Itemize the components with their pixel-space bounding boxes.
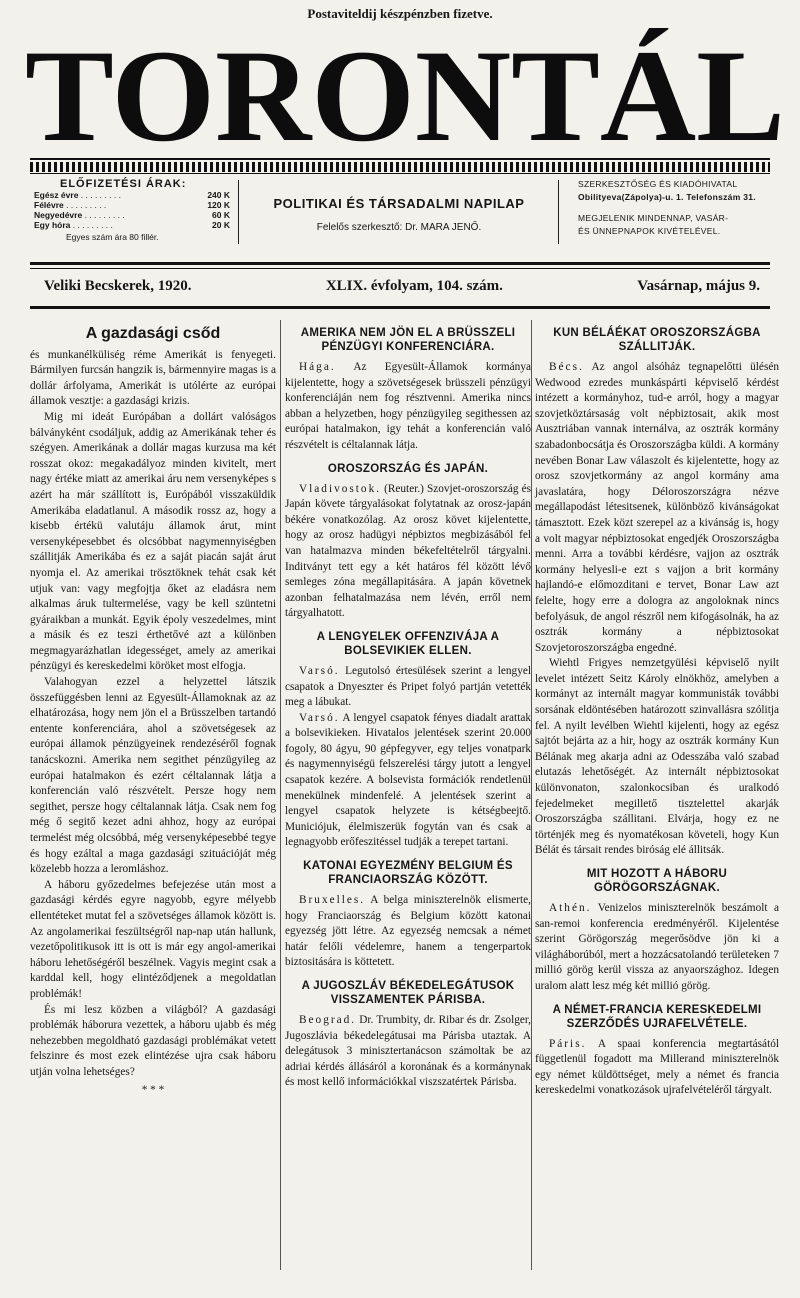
subscription-row: Egy hóra . . . 20 K (34, 220, 230, 230)
office-line: Obilityeva(Zápolya)-u. 1. Telefonszám 31. (578, 192, 756, 202)
masthead-rule-thin (30, 173, 770, 174)
paragraph: Páris. A spaai konferencia megtartásától függetlenül fogadott ma Millerand miniszterelnök egy német küldöttséget, mely a német és francia kereskedelmi vonatkozások ujrafelvételéről tárgyalt. (535, 1037, 779, 1097)
office-line: SZERKESZTŐSÉG ÉS KIADÓHIVATAL (578, 179, 738, 189)
masthead (20, 28, 790, 156)
column-1 (30, 318, 276, 1098)
office-box (578, 178, 778, 238)
dateline-rule (30, 306, 770, 309)
masthead-wavy-rule (30, 162, 770, 172)
paragraph: És mi lesz közben a világból? A gazdasági problémák háborura vezettek, a háboru ujabb és még nehezebben megoldható gazdasági problémákat vetett felszinre és most ezek elintézése ujra csak háboru utján volna lehetséges? (30, 1003, 276, 1078)
paragraph: Varsó. A lengyel csapatok fényes diadalt arattak a bolsevikieken. Hivatalos jelentések szerint 20.000 fogoly, 80 ágyu, 90 gépfegyver, egy teljes vonatpark és nagymennyiségü felszerelési tárgy jutott a lengyel csapatok kezére. A bolsevista formációk rendetlenül menekülnek mindenfelé. A jelentések szerint a lengyel csapatok helyzete is kétségbeejtő. Municiójuk, élelmiszerük fogytán van és csak a legnagyobb erőfeszitéssel tudják a terepet tartani. (285, 711, 531, 849)
paragraph: Hága. Az Egyesült-Államok kormánya kijelentette, hogy a szövetségesek brüsszeli pénzügyi konferenciáján nem fog résztvenni. Amerika nincs abban a helyzetben, hogy pénzügyileg segithessen az európai hatalmakon, igy tehát a konferencián való részvételt is céltalannak látja. (285, 361, 531, 451)
single-issue-price: Egyes szám ára 80 fillér. (66, 232, 159, 242)
paragraph: Varsó. Legutolsó értesülések szerint a lengyel csapatok a Dnyeszter és Pripet folyó partján vetették meg a lábukat. (285, 664, 532, 709)
paragraph: Bécs. Az angol alsóház tegnapelőtti ülésén Wedwood ezredes munkáspárti képviselő kérdést intézett a kormányhoz, tud-e arról, hogy a magyar szovjetköztársaság volt népbiztosait, akik most Ausztriában vannak internálva, az osztrák kormány szabadonbocsátja és Oroszországba küldi. A kormány nevében Bonar Law válaszolt és kijelentette, hogy az orosz szovjetkormány az angol kormány ama javaslatára, hogy Déloroszországra nézve megállapodást létesitsenek, különböző kivánságokat támasztott. Ezek közt szerepel az a kivánság is, hogy a volt magyar népbiztosokat engedjék Oroszországba menni. Arra a további kérdésre, vajjon az osztrák kormány helyesli-e ezt s vajjon a brit kormány hajlandó-e előmozditani e tervet, Bonar Law azt felelte, hogy erre a dologra az angoloknak nincs befolyásuk, de angol részről nem kifogásolnák, ha az osztrák kormány a népbiztosokat Szovjetoroszországba engedné. (535, 361, 780, 654)
dateline-place: Veliki Becskerek, 1920. (44, 278, 192, 294)
headline: OROSZORSZÁG ÉS JAPÁN. (327, 462, 489, 475)
paragraph: Wiehtl Frigyes nemzetgyülési képviselő nyilt levelet intézett Seitz Károly elnökhöz, amelyben a kormányt az internált magyar kommunisták további sorsának eldöntésében határozott szinvallásra szólitja fel. A nyilt levélben Wiehtl kijelenti, hogy az egész sajtót bejárta az a hir, hogy az osztrák kormány Kun Bélának meg akarja adni az Odesszába való szabad elutazás lehetőségét. Az internált népbiztosokat különvonaton, szalonkocsiban és uralkodó fejedelmeket megillető tisztelettel akarják Oroszországba szállitani. Elvárja, hogy ez ne történjék meg és nyomatékosan követeli, hogy Kun Bélát és társait rendes biróság elé állitsák. (535, 657, 779, 857)
header-rule-thick (30, 262, 770, 265)
subscription-row: Félévre . . . 120 K (34, 200, 230, 210)
headline: KATONAI EGYEZMÉNY BELGIUM ÉS FRANCIAORSZÁG KÖZÖTT. (303, 860, 513, 887)
masthead-title: TORONTÁL (25, 28, 785, 156)
paragraph: A háboru győzedelmes befejezése után most a gazdasági kérdés egyre nagyobb, egyre mélyebb ellentéteket mutat fel a szövetséges államok között is. Az angolamerikai feszültségről nap-nap után hallunk, vezetőpolitikusok itt is ott is már egy angol-amerikai háboru lehetőségéről beszélnek. Vagyis megint csak a karddal kell, hogy elintéződjenek a megoldatlan problémák! (30, 878, 276, 1000)
headline: MIT HOZOTT A HÁBORU GÖRÖGORSZÁGNAK. (586, 868, 728, 894)
paragraph: Valahogyan ezzel a helyzettel látszik összefüggésben lenni az Egyesült-Államoknak az az elhatározása, hogy nem jön el a Brüsszelben tartandó entente konferenciára, ahol a szövetségesek az európai államok pénzügyeinek rendezéséről fognak tanácskozni. Amerika nem segithet pénzügyileg az európai hatalmakon és ezért céltalannak látja a konferencián való részvételt. Persze hogy nem segithet, persze hogy céltalannak látja. Csak nem fog még ő segitő kezet adni ahhoz, hogy az európai termelést még olcsóbbá, még versenyképesebbé tegye és hogy ezáltal a maga gazdasági szituációját még közelebb hozza a leromláshoz. (30, 676, 276, 876)
paragraph: Bruxelles. A belga miniszterelnök elismerte, hogy Franciaország és Belgium között katonai egyezség jött létre. Az egyezség nemcsak a német határ felőli védelemre, hanem a tengerpartok biztositására is köttetett. (285, 894, 532, 969)
dateline-volume: XLIX. évfolyam, 104. szám. (325, 278, 503, 294)
postage-note: Postaviteldij készpénzben fizetve. (307, 6, 493, 21)
headline: A LENGYELEK OFFENZIVÁJA A BOLSEVIKIEK ELLEN. (316, 630, 500, 657)
paragraph: Mig mi ideát Európában a dollárt valóságos bálványként csodáljuk, addig az Amerikának teher és szégyen. Amerikának a dollár magas kurzusa ma két rosszat okoz: megakadályoz minden kivitelt, mert nagy értéke miatt az amerikai áru nem versenyképes s azért ha már szállított is, Európából visszaküldik Amerikába eladatlanul. A második rossz az, hogy a kisebb értékü valutáju államok árut, mint versenyképesebbet és olcsóbbat nagymennyiségben szállitják Amerikába és ez a saját piacán saját árut nyomja el. Az amerikai trösztöknek tehát csak két utjuk van: vagy megfojtja őket az eladásra nem alkalmas áruk tultermelése, vagy be kell szüntetni gyáraikban a munkát. Egyik époly veszedelmes, mint a másik és ez teszi érthetővé azt a különben megmagyarázhatlan idegességet, amely az amerikai pénzügyi és kereskedelmi köröket most elfogja. (30, 410, 276, 673)
paragraph: és munkanélküliség réme Amerikát is fenyegeti. Bármilyen furcsán hangzik is, bármennyire magas is a dollár árfolyama, Amerikát is utólérte az európai államok vesztje: a gazdasági krizis. (30, 348, 276, 408)
editor-line: Felelős szerkesztő: Dr. MARA JENŐ. (316, 222, 482, 233)
dateline (44, 278, 760, 298)
paragraph: Vladivostok. (Reuter.) Szovjet-oroszország és Japán követe tárgyalásokat folytatnak az orosz-japán békére vonatkozólag. Az orosz követ kijelentette, hogy az orosz hadügyi népbiztos megbizásából fel van hatalmazva minden békefeltételről tárgyalni. Inditványt tett egy a két határos fél között lévő semleges zóna megállapitására. A japán követnek azonban felhatalmazása nem lévén, erről nem tárgyalhatott. (285, 482, 531, 620)
masthead-rule-top (30, 158, 770, 160)
headline: A NÉMET-FRANCIA KERESKEDELMI SZERZŐDÉS UJRAFELVÉTELE. (552, 1003, 762, 1030)
subscription-title: ELŐFIZETÉSI ÁRAK: (60, 178, 187, 190)
section-stars: * * * (141, 1083, 165, 1096)
headline: KUN BÉLÁÉKAT OROSZORSZÁGBA SZÁLLITJÁK. (553, 327, 761, 353)
headline: AMERIKA NEM JÖN EL A BRÜSSZELI PÉNZÜGYI KONFERENCIÁRA. (300, 327, 516, 353)
paragraph: Athén. Venizelos miniszterelnök beszámolt a san-remoi konferencia eredményéről. Kijelentése szerint Görögország megerősödve jön ki a világháborúból, mert a hozzácsatolandó területeken 7 millió görög kerül vissza az anyaországhoz. Idegen uralom alatt lesz még két millió görög. (535, 902, 780, 992)
header-rule-thin (30, 268, 770, 269)
column-divider (280, 320, 281, 1270)
masthead-logo (20, 28, 790, 156)
header-divider-right (558, 180, 559, 244)
column-3 (535, 318, 779, 1099)
paragraph: Beograd. Dr. Trumbity, dr. Ribar és dr. Zsolger, Jugoszlávia békedelegátusai ma Párisba utaztak. A delegátusok 3 minisztertanácson számoltak be az adriai kérdés állásáról a koronának és a kormánynak és most kellő információkkal viszszatértek Párisba. (285, 1014, 532, 1089)
column-2 (285, 318, 531, 1091)
headline: A JUGOSZLÁV BÉKEDELEGÁTUSOK VISSZAMENTEK PÁRISBA. (301, 980, 515, 1006)
subscription-box (34, 178, 230, 242)
subscription-row: Negyedévre . . . 60 K (34, 210, 230, 220)
column-divider (531, 320, 532, 1270)
headline: A gazdasági csőd (85, 325, 221, 342)
subscription-row: Egész évre . . . 240 K (34, 190, 230, 200)
paper-subtitle: POLITIKAI ÉS TÁRSADALMI NAPILAP (273, 196, 525, 211)
office-line: MEGJELENIK MINDENNAP, VASÁR- (578, 213, 729, 223)
office-line: ÉS ÜNNEPNAPOK KIVÉTELÉVEL. (578, 226, 721, 236)
header-divider-left (238, 180, 239, 244)
dateline-day: Vasárnap, május 9. (637, 278, 760, 294)
